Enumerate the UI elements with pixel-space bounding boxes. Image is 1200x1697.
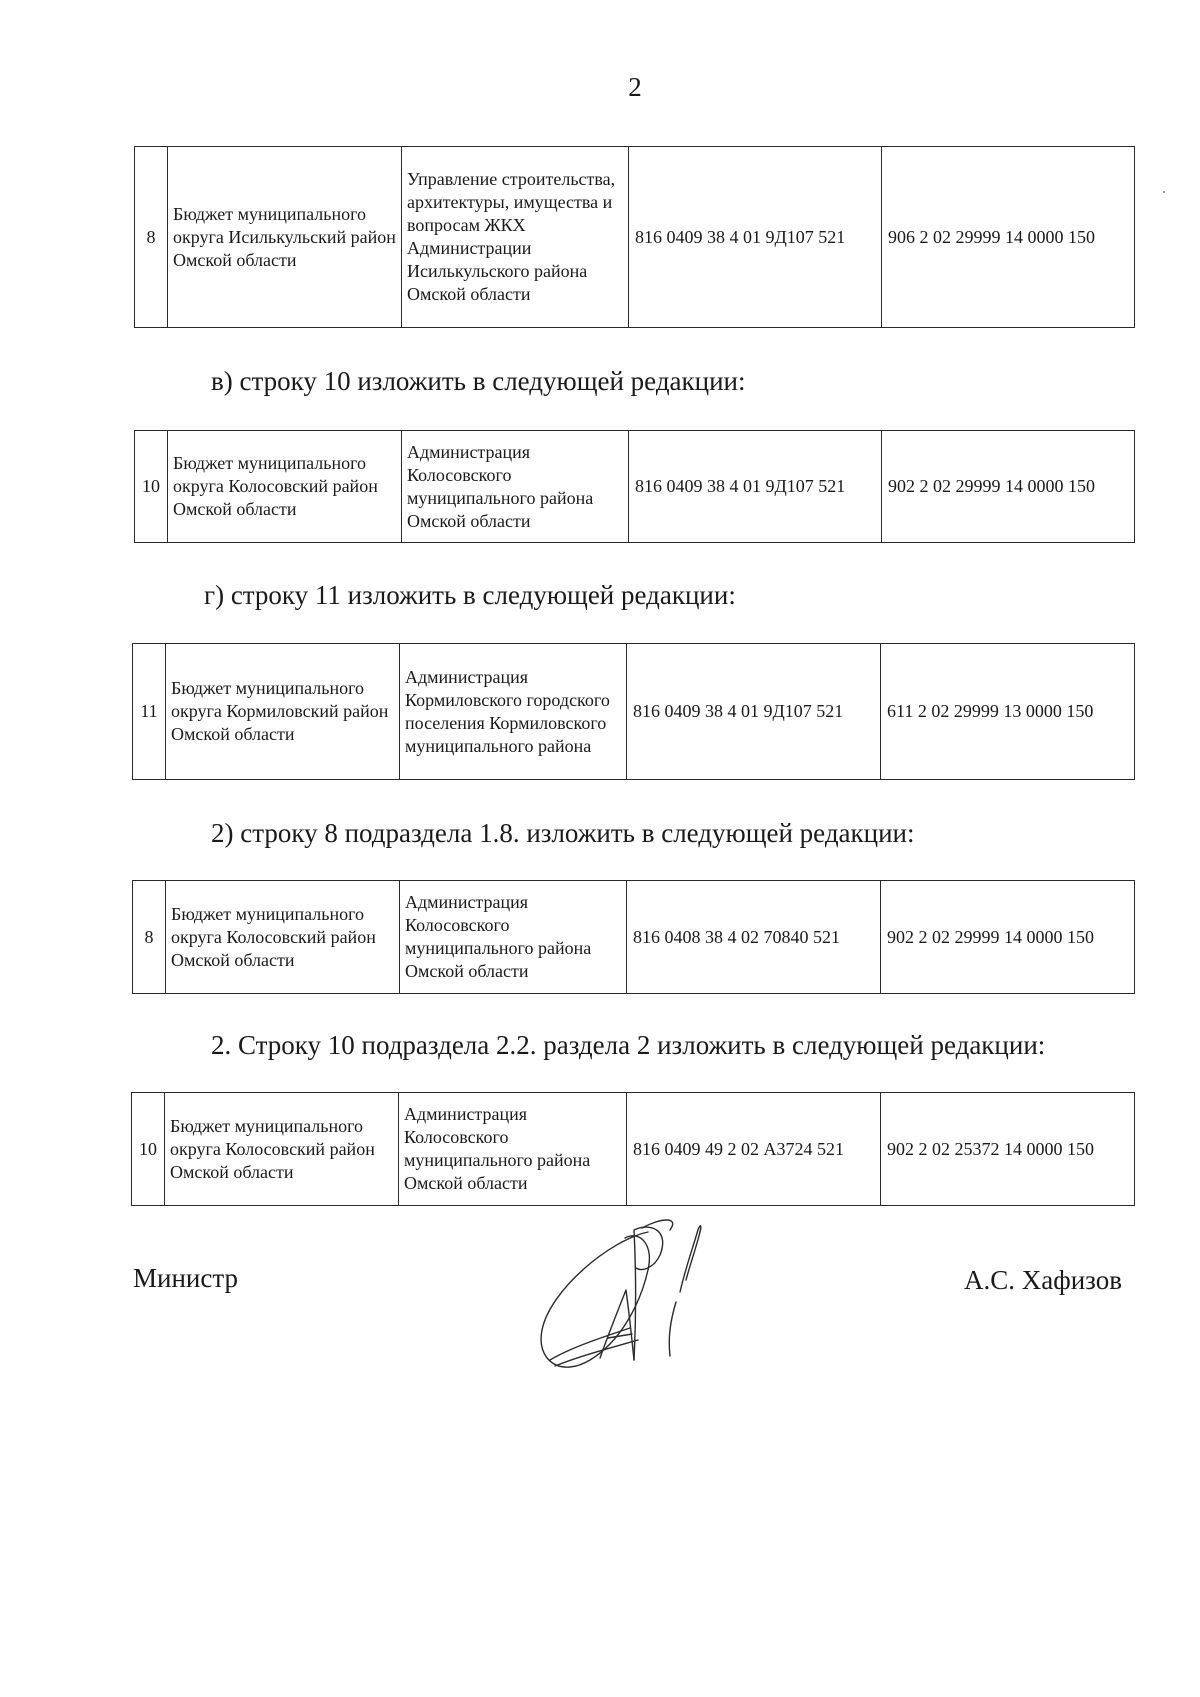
budget-cell: Бюджет муниципального округа Колосовский район Омской области bbox=[165, 1093, 399, 1206]
row-number: 8 bbox=[133, 881, 166, 994]
administrator-cell: Администрация Колосовского муниципального района Омской области bbox=[402, 431, 629, 543]
budget-cell: Бюджет муниципального округа Колосовский район Омской области bbox=[168, 431, 402, 543]
administrator-cell: Управление строительства, архитектуры, имущества и вопросам ЖКХ Администрации Исилькульского района Омской области bbox=[402, 147, 629, 328]
administrator-cell: Администрация Колосовского муниципального района Омской области bbox=[399, 1093, 627, 1206]
scan-speck bbox=[1163, 191, 1165, 193]
budget-cell: Бюджет муниципального округа Исилькульский район Омской области bbox=[168, 147, 402, 328]
income-code-cell: 611 2 02 29999 13 0000 150 bbox=[881, 644, 1135, 780]
table-row-10-section2 bbox=[131, 1092, 1135, 1206]
row-number: 11 bbox=[133, 644, 166, 780]
income-code-cell: 902 2 02 29999 14 0000 150 bbox=[882, 431, 1135, 543]
expense-code-cell: 816 0409 38 4 01 9Д107 521 bbox=[629, 431, 882, 543]
heading-section2: 2. Строку 10 подраздела 2.2. раздела 2 изложить в следующей редакции: bbox=[211, 1030, 1046, 1060]
expense-code-cell: 816 0408 38 4 02 70840 521 bbox=[627, 881, 881, 994]
administrator-cell: Администрация Колосовского муниципального района Омской области bbox=[400, 881, 627, 994]
table-row bbox=[133, 881, 1135, 994]
expense-code-cell: 816 0409 49 2 02 А3724 521 bbox=[627, 1093, 881, 1206]
table-row-11-kormilovka bbox=[132, 643, 1135, 780]
signatory-name: А.С. Хафизов bbox=[964, 1265, 1122, 1295]
handwritten-signature bbox=[530, 1210, 750, 1380]
row-number: 8 bbox=[135, 147, 168, 328]
table-row-10-kolosovka bbox=[134, 430, 1135, 543]
row-number: 10 bbox=[135, 431, 168, 543]
administrator-cell: Администрация Кормиловского городского поселения Кормиловского муниципального района bbox=[400, 644, 627, 780]
heading-item2: 2) строку 8 подраздела 1.8. изложить в следующей редакции: bbox=[211, 818, 915, 848]
row-number: 10 bbox=[132, 1093, 165, 1206]
budget-cell: Бюджет муниципального округа Кормиловский район Омской области bbox=[166, 644, 400, 780]
budget-cell: Бюджет муниципального округа Колосовский район Омской области bbox=[166, 881, 400, 994]
table-row bbox=[132, 1093, 1135, 1206]
expense-code-cell: 816 0409 38 4 01 9Д107 521 bbox=[627, 644, 881, 780]
table-row-8-isilkul bbox=[134, 146, 1135, 328]
income-code-cell: 902 2 02 29999 14 0000 150 bbox=[881, 881, 1135, 994]
heading-v: в) строку 10 изложить в следующей редакции: bbox=[211, 366, 746, 396]
income-code-cell: 906 2 02 29999 14 0000 150 bbox=[882, 147, 1135, 328]
table-row bbox=[133, 644, 1135, 780]
page-number: 2 bbox=[628, 72, 642, 102]
table-row bbox=[135, 147, 1135, 328]
income-code-cell: 902 2 02 25372 14 0000 150 bbox=[881, 1093, 1135, 1206]
heading-g: г) строку 11 изложить в следующей редакции: bbox=[204, 580, 736, 610]
expense-code-cell: 816 0409 38 4 01 9Д107 521 bbox=[629, 147, 882, 328]
table-row bbox=[135, 431, 1135, 543]
signatory-position: Министр bbox=[133, 1263, 238, 1293]
table-row-8-kolosovka bbox=[132, 880, 1135, 994]
